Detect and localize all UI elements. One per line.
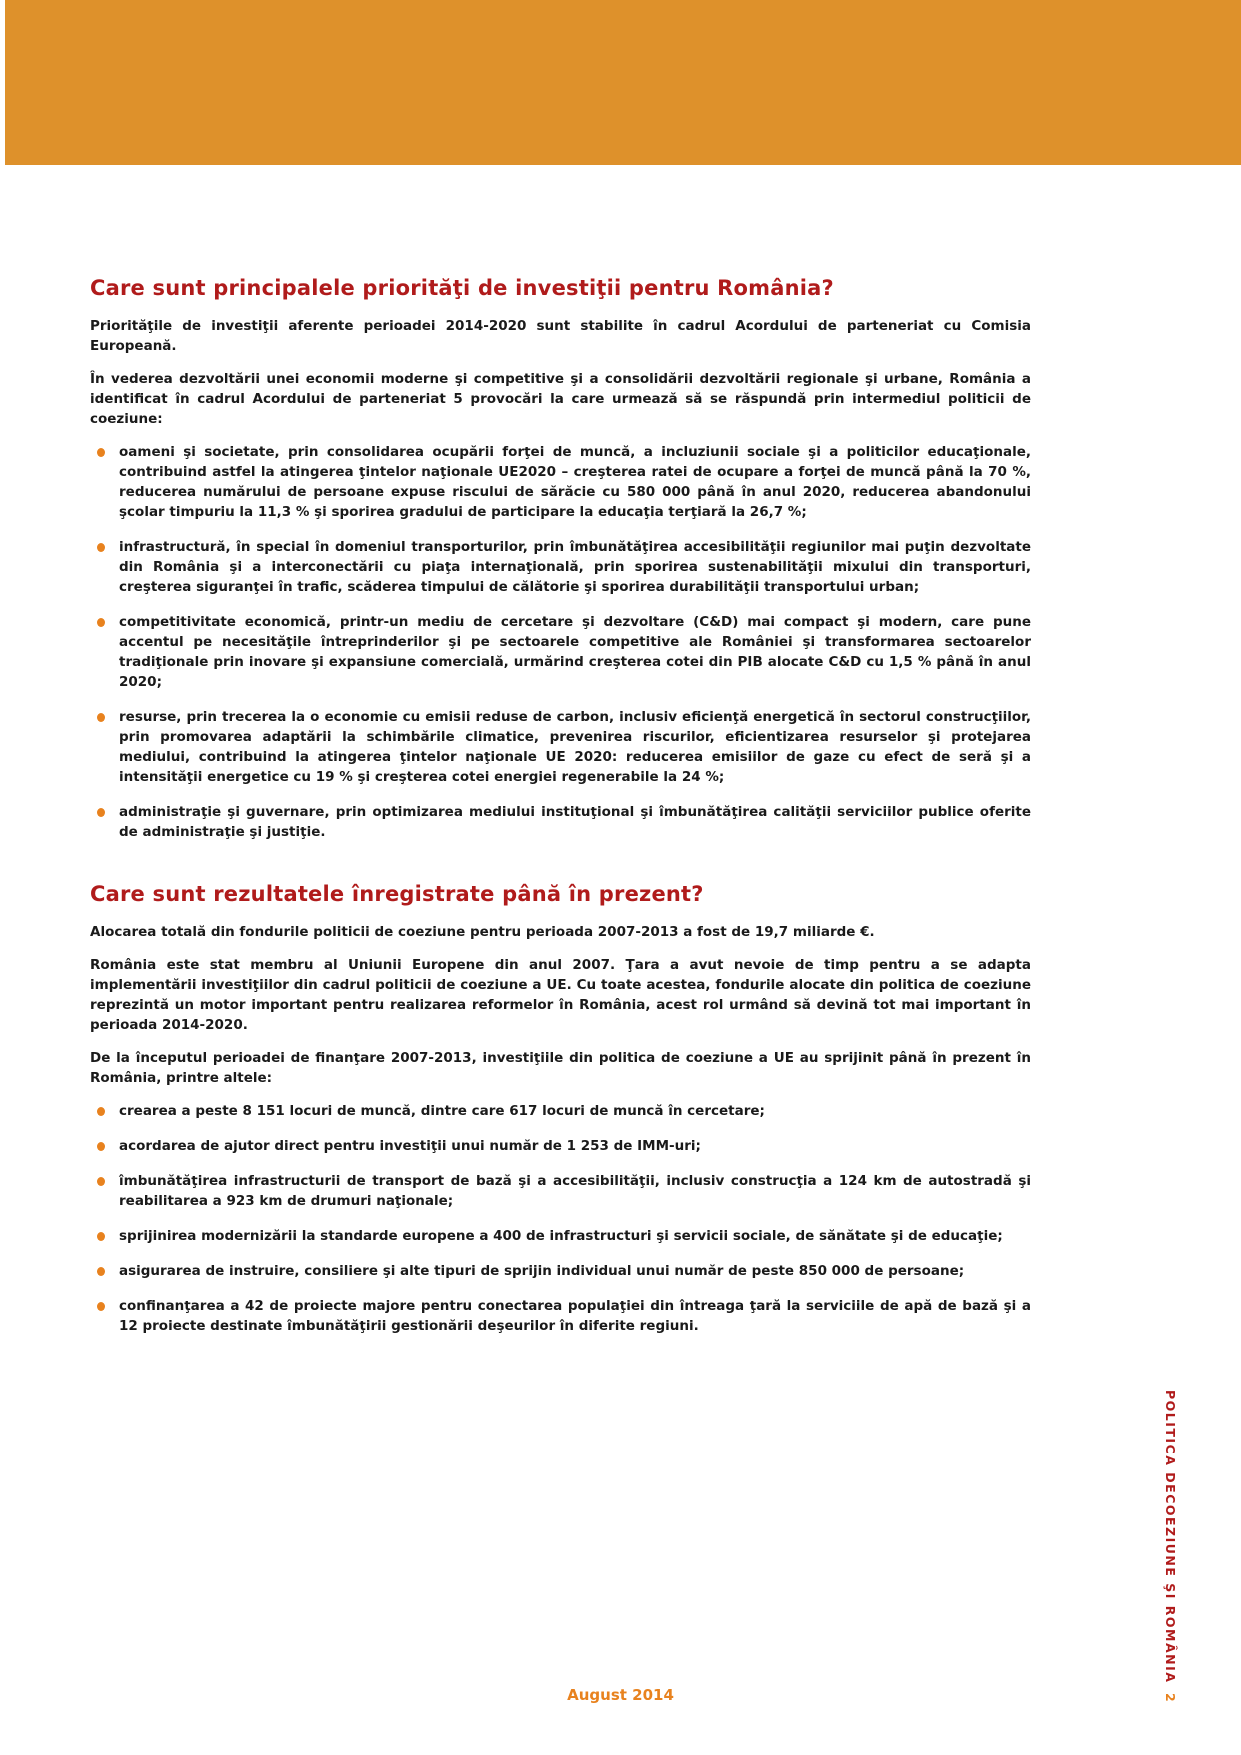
section-heading: Care sunt rezultatele înregistrate până în prezent? — [90, 882, 704, 906]
list-item — [90, 1136, 1031, 1156]
side-label — [1163, 1390, 1178, 1704]
bullet-icon — [97, 618, 105, 627]
list-item-text: crearea a peste 8 151 locuri de muncă, dintre care 617 locuri de muncă în cercetare; — [119, 1103, 765, 1119]
list-item-text: infrastructură, în special în domeniul transporturilor, prin îmbunătăţirea accesibilităţii regiunilor mai puţin dezvoltate din România şi a interconectării cu piaţa internaţională, prin sporirea sustenabilităţii mixului din transporturi, creşterea siguranţei în trafic, scăderea timpului de călătorie şi sporirea durabilităţii transportului urban; — [119, 539, 1031, 595]
paragraph: România este stat membru al Uniunii Europene din anul 2007. Ţara a avut nevoie de timp pentru a se adapta implementării investiţiilor din cadrul politicii de coeziune a UE. Cu toate acestea, fondurile alocate din politica de coeziune reprezintă un motor important pentru realizarea reformelor în România, acest rol urmând să devină tot mai important în perioada 2014-2020. — [90, 957, 1031, 1033]
results-list — [90, 1101, 1031, 1336]
bullet-icon — [97, 543, 105, 552]
list-item — [90, 707, 1031, 787]
list-item — [90, 1101, 1031, 1121]
paragraph: Alocarea totală din fondurile politicii de coeziune pentru perioada 2007-2013 a fost de 19,7 miliarde €. — [90, 924, 875, 940]
bullet-icon — [97, 448, 105, 457]
list-item-text: administraţie şi guvernare, prin optimizarea mediului instituţional şi îmbunătăţirea calităţii serviciilor publice oferite de administraţie şi justiţie. — [119, 804, 1031, 840]
section-results — [90, 882, 1031, 1336]
header-band — [5, 0, 1241, 165]
list-item — [90, 1171, 1031, 1211]
list-item-text: competitivitate economică, printr-un mediu de cercetare şi dezvoltare (C&D) mai compact şi modern, care pune accentul pe necesităţile întreprinderilor şi pe sectoarele competitive ale României şi transformarea sectoarelor tradiţionale prin inovare şi expansiune comercială, urmărind creşterea cotei din PIB alocate C&D cu 1,5 % până în anul 2020; — [119, 614, 1031, 690]
list-item-text: îmbunătăţirea infrastructurii de transport de bază şi a accesibilităţii, inclusiv construcţia a 124 km de autostradă şi reabilitarea a 923 km de drumuri naţionale; — [119, 1173, 1031, 1209]
section-heading: Care sunt principalele priorităţi de investiţii pentru România? — [90, 276, 834, 300]
section-priorities — [90, 276, 1031, 842]
list-item — [90, 442, 1031, 522]
side-label-title: POLITICA DECOEZIUNE ŞI ROMÂNIA — [1163, 1390, 1178, 1684]
bullet-icon — [97, 713, 105, 722]
list-item-text: acordarea de ajutor direct pentru investiţii unui număr de 1 253 de IMM-uri; — [119, 1138, 701, 1154]
list-item — [90, 612, 1031, 692]
bullet-icon — [97, 1267, 105, 1276]
priorities-list — [90, 442, 1031, 842]
paragraph: De la începutul perioadei de finanţare 2007-2013, investiţiile din politica de coeziune a UE au sprijinit până în prezent în România, printre altele: — [90, 1050, 1031, 1086]
list-item — [90, 802, 1031, 842]
bullet-icon — [97, 1302, 105, 1311]
bullet-icon — [97, 1177, 105, 1186]
list-item-text: oameni şi societate, prin consolidarea ocupării forţei de muncă, a incluziunii sociale şi a politicilor educaţionale, contribuind astfel la atingerea ţintelor naţionale UE2020 – creşterea ratei de ocupare a forţei de muncă până la 70 %, reducerea numărului de persoane expuse riscului de sărăcie cu 580 000 până în anul 2020, reducerea abandonului şcolar timpuriu la 11,3 % şi sporirea gradului de participare la educaţia terţiară la 26,7 %; — [119, 444, 1031, 520]
bullet-icon — [97, 1142, 105, 1151]
list-item-text: resurse, prin trecerea la o economie cu emisii reduse de carbon, inclusiv eficienţă energetică în sectorul construcţiilor, prin promovarea adaptării la schimbările climatice, prevenirea riscurilor, eficientizarea resurselor şi protejarea mediului, contribuind la atingerea ţintelor naţionale UE 2020: reducerea emisiilor de gaze cu efect de seră şi a intensităţii energetice cu 19 % şi creşterea cotei energiei regenerabile la 24 %; — [119, 709, 1031, 785]
list-item — [90, 537, 1031, 597]
side-label-page-number: 2 — [1163, 1693, 1178, 1704]
list-item — [90, 1296, 1031, 1336]
paragraph: În vederea dezvoltării unei economii moderne şi competitive şi a consolidării dezvoltării regionale şi urbane, România a identificat în cadrul Acordului de parteneriat 5 provocări la care urmează să se răspundă prin intermediul politicii de coeziune: — [90, 371, 1031, 427]
list-item — [90, 1261, 1031, 1281]
list-item — [90, 1226, 1031, 1246]
footer-date: August 2014 — [567, 1686, 674, 1704]
content — [90, 276, 1031, 1351]
bullet-icon — [97, 1232, 105, 1241]
list-item-text: asigurarea de instruire, consiliere şi alte tipuri de sprijin individual unui număr de peste 850 000 de persoane; — [119, 1263, 965, 1279]
bullet-icon — [97, 1107, 105, 1116]
list-item-text: confinanţarea a 42 de proiecte majore pentru conectarea populaţiei din întreaga ţară la serviciile de apă de bază şi a 12 proiecte destinate îmbunătăţirii gestionării deşeurilor în diferite regiuni. — [119, 1298, 1031, 1334]
list-item-text: sprijinirea modernizării la standarde europene a 400 de infrastructuri şi servicii sociale, de sănătate şi de educaţie; — [119, 1228, 1003, 1244]
bullet-icon — [97, 808, 105, 817]
paragraph: Priorităţile de investiţii aferente perioadei 2014-2020 sunt stabilite în cadrul Acordului de parteneriat cu Comisia Europeană. — [90, 318, 1031, 354]
